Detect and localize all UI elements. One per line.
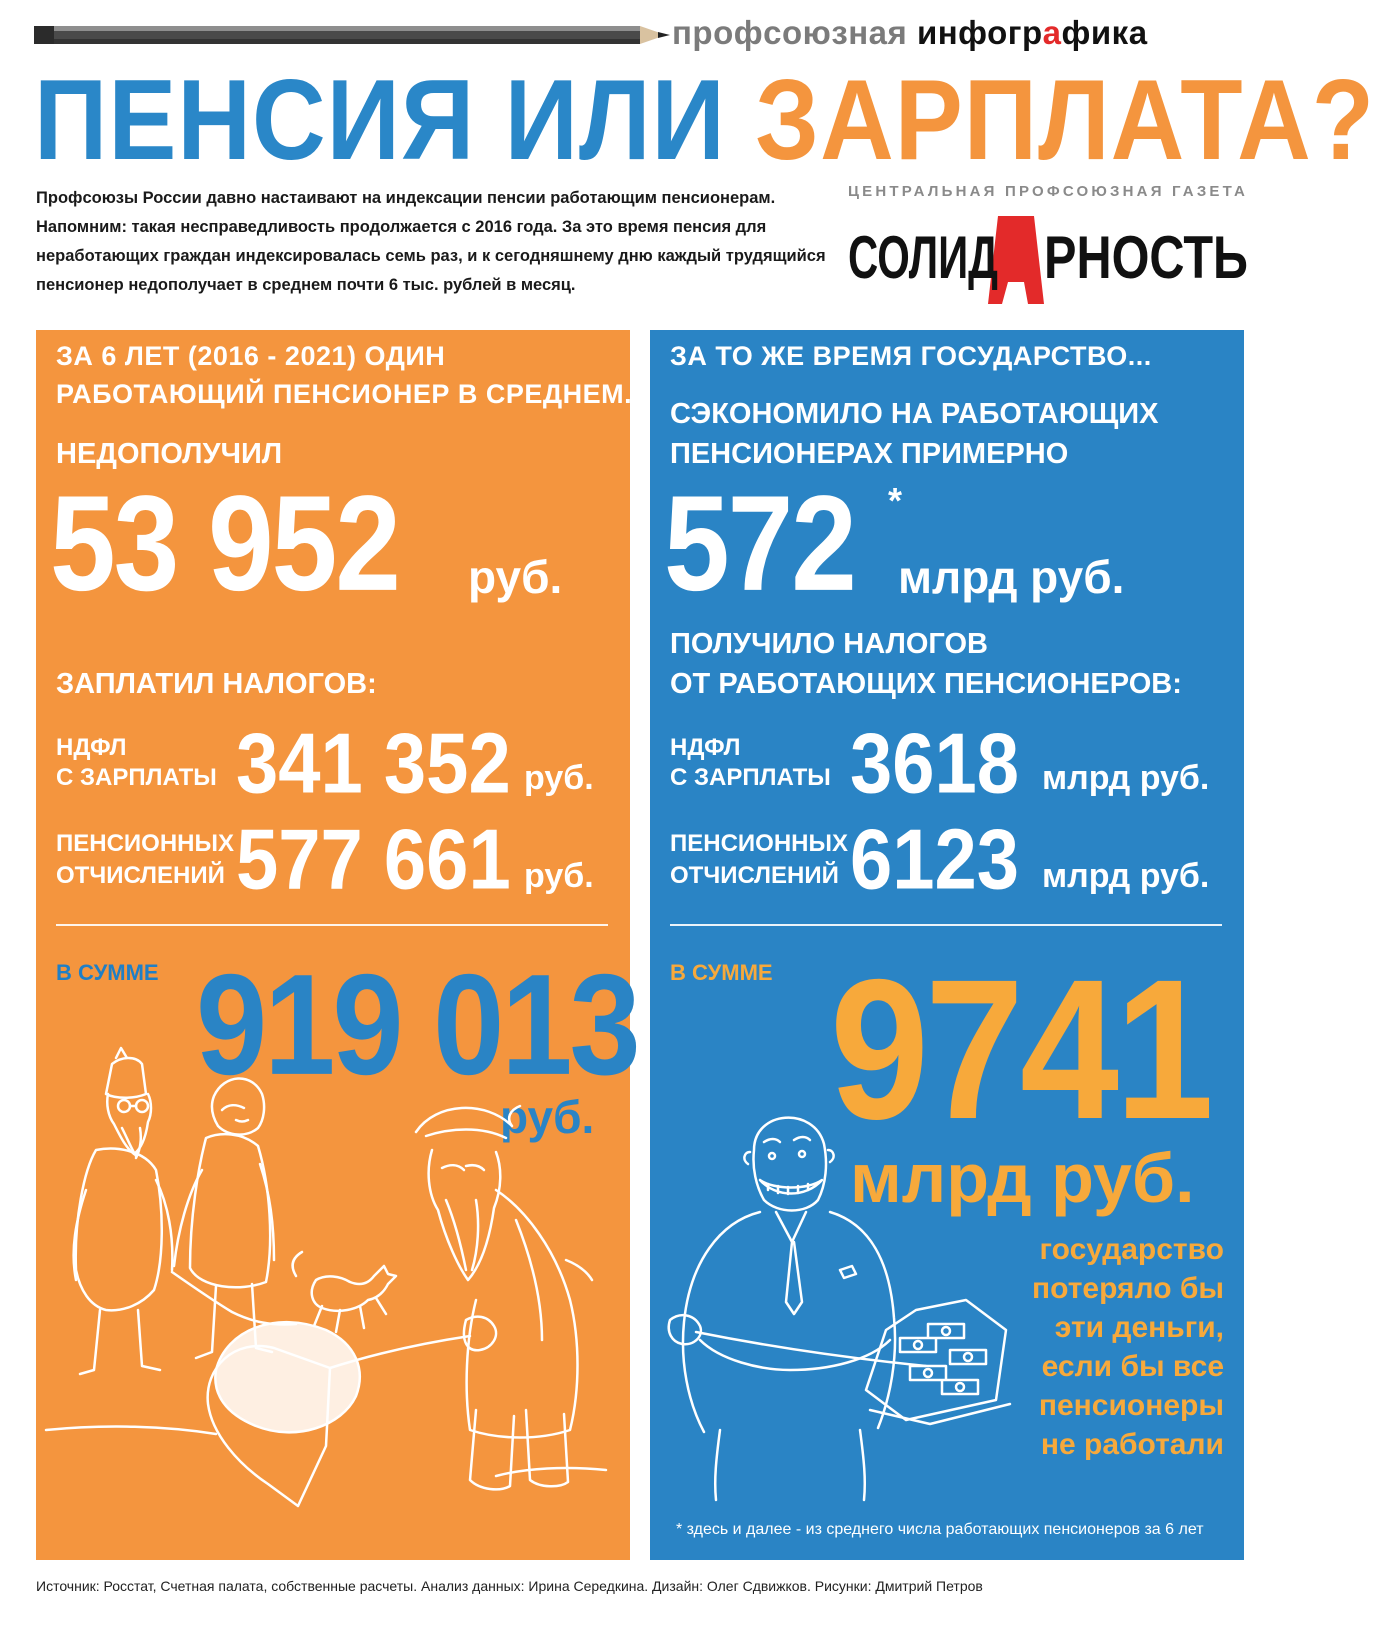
state-ndfl-label-1: НДФЛ — [670, 734, 741, 761]
left-divider — [56, 924, 608, 926]
lost-line-5: пенсионеры — [1038, 1389, 1224, 1422]
left-sum-label: В СУММЕ — [56, 960, 159, 985]
saved-unit: млрд руб. — [898, 551, 1125, 603]
ndfl-unit: руб. — [524, 759, 594, 797]
newspaper-subtitle: ЦЕНТРАЛЬНАЯ ПРОФСОЮЗНАЯ ГАЗЕТА — [848, 183, 1249, 200]
state-pension-value: 6123 — [850, 812, 1020, 908]
pension-label-1: ПЕНСИОННЫХ — [56, 830, 235, 857]
left-sum-value: 919 013 — [196, 945, 638, 1106]
lost-line-1: государство — [1039, 1233, 1224, 1266]
right-divider — [670, 924, 1222, 926]
received-label-2: ОТ РАБОТАЮЩИХ ПЕНСИОНЕРОВ: — [670, 668, 1182, 700]
svg-text:СОЛИД — [848, 224, 998, 291]
brand-word-grey: профсоюзная — [672, 14, 917, 51]
page-title — [34, 55, 1375, 184]
brand-word-black-1: инфогр — [916, 14, 1043, 51]
newspaper-logo — [848, 208, 1248, 308]
lost-line-4: если бы все — [1041, 1350, 1224, 1383]
official-with-money-illustration — [660, 1080, 1010, 1500]
ndfl-label-1: НДФЛ — [56, 734, 127, 761]
pension-label-2: ОТЧИСЛЕНИЙ — [56, 862, 225, 889]
pencil-icon — [34, 24, 674, 46]
underpaid-value: 53 952 — [50, 467, 399, 620]
newspaper-name-2: РНОСТЬ — [1044, 224, 1248, 291]
state-pension-label-2: ОТЧИСЛЕНИЙ — [670, 862, 839, 889]
source-credits: Источник: Росстат, Счетная палата, собственные расчеты. Анализ данных: Ирина Середкина. Дизайн: Олег Сдвижков. Рисунки: Дмитрий Петров — [36, 1578, 983, 1594]
newspaper-name-1: СОЛИД — [848, 224, 998, 291]
saved-footnote-mark: * — [888, 480, 903, 521]
saved-label-1: СЭКОНОМИЛО НА РАБОТАЮЩИХ — [670, 398, 1159, 430]
title-salary: ЗАРПЛАТА? — [755, 55, 1375, 184]
panel-pensioner — [36, 330, 649, 1560]
underpaid-label: НЕДОПОЛУЧИЛ — [56, 438, 283, 470]
state-pension-unit: млрд руб. — [1042, 857, 1210, 895]
title-pension: ПЕНСИЯ ИЛИ — [34, 55, 756, 184]
state-ndfl-label-2: С ЗАРПЛАТЫ — [670, 764, 831, 791]
brand-letter-red: а — [1042, 14, 1062, 51]
right-sum-label: В СУММЕ — [670, 960, 773, 985]
ndfl-value: 341 352 — [236, 716, 511, 812]
received-label-1: ПОЛУЧИЛО НАЛОГОВ — [670, 628, 988, 660]
underpaid-unit: руб. — [468, 551, 563, 603]
left-heading-2: РАБОТАЮЩИЙ ПЕНСИОНЕР В СРЕДНЕМ... — [56, 379, 649, 409]
state-ndfl-unit: млрд руб. — [1042, 759, 1210, 797]
svg-text:РНОСТЬ — [1044, 224, 1248, 291]
brand-line — [672, 14, 1148, 52]
lost-line-3: эти деньги, — [1054, 1311, 1224, 1344]
saved-value: 572 — [664, 467, 855, 620]
pension-value: 577 661 — [236, 812, 511, 908]
left-heading-1: ЗА 6 ЛЕТ (2016 - 2021) ОДИН — [56, 341, 446, 371]
footnote: * здесь и далее - из среднего числа работающих пенсионеров за 6 лет — [676, 1521, 1204, 1538]
ndfl-label-2: С ЗАРПЛАТЫ — [56, 764, 217, 791]
lost-line-6: не работали — [1040, 1428, 1224, 1461]
panel-state — [650, 330, 1244, 1560]
left-sum-unit: руб. — [500, 1091, 595, 1143]
right-sum-value: 9741 — [830, 937, 1210, 1161]
pensioners-shoveling-illustration — [46, 1040, 606, 1550]
saved-label-2: ПЕНСИОНЕРАХ ПРИМЕРНО — [670, 438, 1069, 470]
pension-unit: руб. — [524, 857, 594, 895]
brand-word-black-2: фика — [1061, 14, 1148, 51]
state-pension-label-1: ПЕНСИОННЫХ — [670, 830, 849, 857]
taxes-label: ЗАПЛАТИЛ НАЛОГОВ: — [56, 668, 377, 700]
intro-text: Профсоюзы России давно настаивают на индексации пенсии работающим пенсионерам. Напомним: такая несправедливость продолжается с 2016 года. За это время пенсия для неработающих граждан индексировалась семь раз, и к сегодняшнему дню каждый трудящийся пенсионер недополучает в среднем почти 6 тыс. рублей в месяц. — [36, 189, 826, 294]
right-heading: ЗА ТО ЖЕ ВРЕМЯ ГОСУДАРСТВО... — [670, 341, 1152, 371]
right-sum-unit: млрд руб. — [850, 1139, 1195, 1217]
state-ndfl-value: 3618 — [850, 716, 1020, 812]
lost-line-2: потеряло бы — [1032, 1272, 1224, 1305]
